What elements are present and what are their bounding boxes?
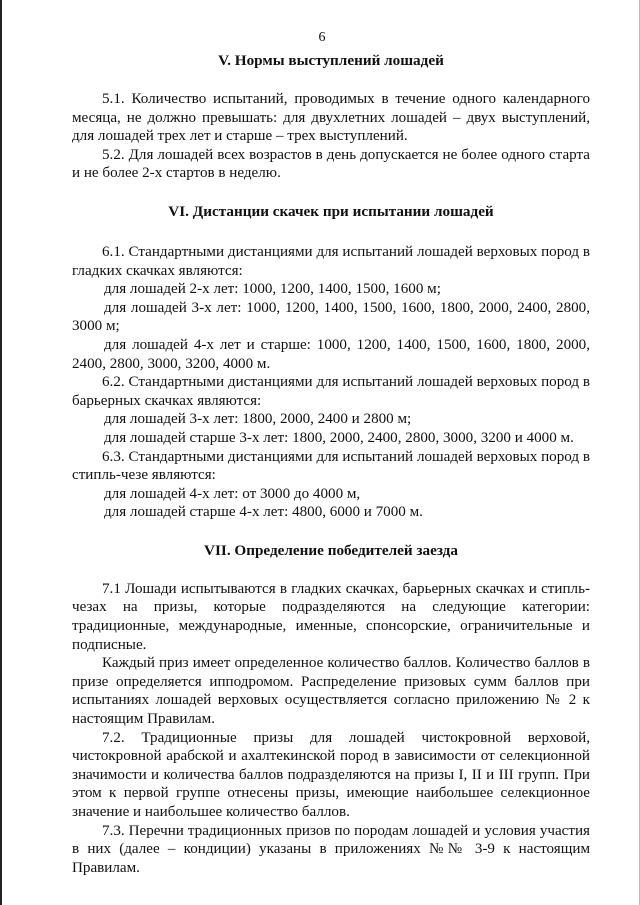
paragraph-5-1: 5.1. Количество испытаний, проводимых в течение одного календарного месяца, не должно превышать: для двухлетних лошадей – двух выступлений, для лошадей трех лет и старше – трех выступлений. (72, 91, 590, 145)
section-6-heading: VI. Дистанции скачек при испытании лошадей (168, 202, 494, 220)
paragraph-6-2: 6.2. Стандартными дистанциями для испытаний лошадей верховых пород в барьерных скачках являются: (72, 374, 590, 409)
paragraph-6-1: 6.1. Стандартными дистанциями для испытаний лошадей верховых пород в гладких скачках являются: (72, 243, 590, 279)
distance-list-item: для лошадей 3-х лет: 1800, 2000, 2400 и 2800 м; (104, 411, 412, 428)
paragraph-7-1: 7.1 Лошади испытываются в гладких скачках, барьерных скачках и стипль-чезах на призы, которые подразделяются на следующие категории: традиционные, международные, именные, спонсорские, ограничительные и подписные. (72, 580, 590, 653)
page-number: 6 (318, 30, 326, 45)
paragraph-5-2: 5.2. Для лошадей всех возрастов в день допускается не более одного старта и не более 2-х стартов в неделю. (72, 146, 590, 182)
paragraph-6-3: 6.3. Стандартными дистанциями для испытаний лошадей верховых пород в стипль-чезе являются: (72, 448, 590, 484)
paragraph-7-3: 7.3. Перечни традиционных призов по породам лошадей и условия участия в них (далее – кондиции) указаны в приложениях №№ 3-9 к настоящим Правилам. (72, 822, 590, 876)
distance-list-item: для лошадей старше 4-х лет: 4800, 6000 и 7000 м. (104, 504, 423, 521)
distance-list-item: для лошадей 3-х лет: 1000, 1200, 1400, 1500, 1600, 1800, 2000, 2400, 2800, 3000 м; (72, 299, 590, 335)
distance-list-item: для лошадей 2-х лет: 1000, 1200, 1400, 1500, 1600 м; (104, 281, 441, 298)
distance-list-item: для лошадей 4-х лет: от 3000 до 4000 м, (104, 485, 361, 502)
distance-list-item: для лошадей 4-х лет и старше: 1000, 1200, 1400, 1500, 1600, 1800, 2000, 2400, 2800, 3000, 3200, 4000 м. (72, 336, 590, 372)
paragraph-7-1-points: Каждый приз имеет определенное количество баллов. Количество баллов в призе определяется ипподромом. Распределение призовых сумм баллов при испытаниях лошадей верховых осуществляется согласно приложению № 2 к настоящим Правилам. (72, 655, 590, 728)
paragraph-7-2: 7.2. Традиционные призы для лошадей чистокровной верховой, чистокровной арабской и ахалтекинской пород в зависимости от селекционной значимости и количества баллов подразделяются на призы I, II и III групп. При этом к первой группе отнесены призы, имеющие наибольшее селекционное значение и наибольшее количество баллов. (72, 729, 590, 820)
distance-list-item: для лошадей старше 3-х лет: 1800, 2000, 2400, 2800, 3000, 3200 и 4000 м. (104, 429, 574, 446)
document-body (72, 52, 590, 877)
section-7-heading: VII. Определение победителей заезда (204, 541, 458, 559)
section-5-heading: V. Нормы выступлений лошадей (218, 52, 444, 69)
